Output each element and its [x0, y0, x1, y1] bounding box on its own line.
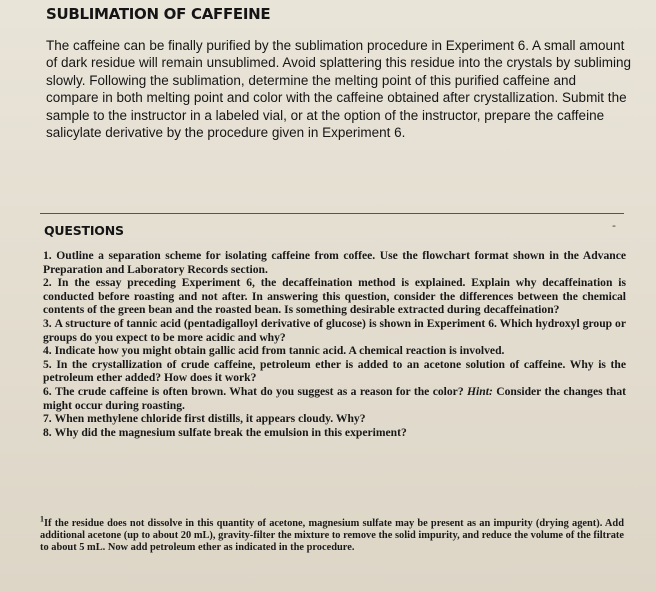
question-text: Outline a separation scheme for isolating caffeine from coffee. Use the flowchart format shown in the Advance Preparation and Laboratory Records section.	[43, 249, 626, 276]
pen-mark-icon: -	[612, 219, 616, 232]
hint-label: Hint:	[467, 384, 493, 398]
question-number: 3.	[43, 316, 52, 330]
question-text: In the crystallization of crude caffeine, petroleum ether is added to an acetone solution of caffeine. Why is the petroleum ether added? How does it work?	[43, 357, 626, 385]
questions-heading: QUESTIONS	[44, 223, 124, 238]
question-number: 8.	[43, 425, 52, 439]
question-item	[43, 344, 626, 358]
question-item	[43, 412, 626, 426]
question-number: 5.	[43, 357, 52, 371]
question-text: The crude caffeine is often brown. What do you suggest as a reason for the color?	[55, 384, 464, 398]
footnote-text: If the residue does not dissolve in this quantity of acetone, magnesium sulfate may be present as an impurity (drying agent). Add additional acetone (up to about 20 mL), gravity-filter the mixture to remove the solid impurity, and reduce the volume of the filtrate to about 5 mL. Now add petroleum ether as indicated in the procedure.	[40, 518, 624, 554]
question-number: 4.	[43, 344, 52, 358]
section-title: SUBLIMATION OF CAFFEINE	[46, 5, 271, 23]
intro-paragraph: The caffeine can be finally purified by the sublimation procedure in Experiment 6. A small amount of dark residue will remain unsublimed. Avoid splattering this residue into the crystals by subliming slowly. Following the sublimation, determine the melting point of this purified caffeine and compare in both melting point and color with the caffeine obtained after crystallization. Submit the sample to the instructor in a labeled vial, or at the option of the instructor, prepare the caffeine salicylate derivative by the procedure given in Experiment 6.	[46, 38, 632, 141]
question-number: 7.	[43, 412, 52, 426]
question-item	[43, 385, 626, 412]
question-item	[43, 249, 626, 276]
question-number: 2.	[43, 276, 52, 290]
question-number: 6.	[43, 384, 52, 398]
questions-list	[43, 249, 626, 439]
question-item	[43, 358, 626, 385]
question-text: Why did the magnesium sulfate break the emulsion in this experiment?	[54, 425, 407, 439]
question-text: Indicate how you might obtain gallic acid from tannic acid. A chemical reaction is involved.	[54, 344, 505, 358]
hint-text: Consider the changes that might occur during roasting.	[43, 384, 626, 412]
question-item	[43, 317, 626, 344]
question-text: In the essay preceding Experiment 6, the decaffeination method is explained. Explain why decaffeination is conducted before roasting and not after. In answering this question, consider the differences between the chemical contents of the green bean and the roasted bean. Is something desirable extracted during decaffeination?	[43, 276, 626, 317]
question-text: A structure of tannic acid (pentadigalloyl derivative of glucose) is shown in Experiment 6. Which hydroxyl group or groups do you expect to be more acidic and why?	[43, 316, 626, 344]
footnote-marker: 1	[40, 514, 44, 524]
question-text: When methylene chloride first distills, it appears cloudy. Why?	[54, 412, 366, 426]
section-divider	[40, 213, 624, 214]
question-number: 1.	[43, 249, 52, 262]
question-item	[43, 276, 626, 317]
footnote	[40, 514, 624, 555]
question-item	[43, 426, 626, 440]
